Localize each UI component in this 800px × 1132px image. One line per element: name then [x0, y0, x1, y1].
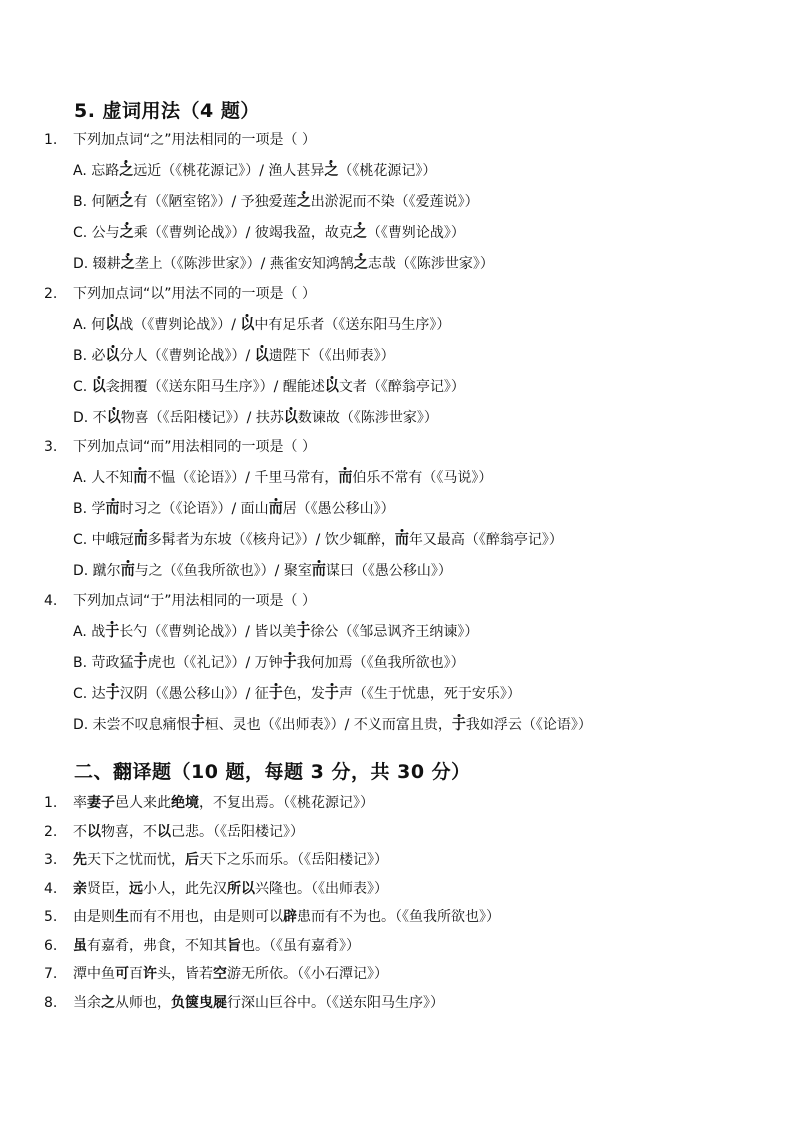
dotted-word: 于	[105, 624, 120, 640]
item-number: 6.	[44, 938, 58, 954]
option-2b: B. 必以分人（《曹刿论战》）/ 以遗陛下（《出师表》）	[73, 348, 395, 364]
dotted-word: 而	[105, 501, 120, 517]
text-segment: 邑人来此	[115, 795, 171, 811]
text-segment: 也。（《虽有嘉肴》）	[241, 938, 360, 954]
option-1c: C. 公与之乘（《曹刿论战》）/ 彼竭我盈，故克之（《曹刿论战》）	[73, 225, 465, 241]
dotted-word: 于	[105, 686, 120, 702]
text-segment: 行深山巨谷中。（《送东阳马生序》）	[227, 995, 444, 1011]
dotted-word: 于	[133, 655, 148, 671]
question-stem: 下列加点词“于”用法相同的一项是（ ）	[73, 593, 316, 609]
key-word: 负箧曳屣	[171, 995, 227, 1011]
item-number: 8.	[44, 995, 58, 1011]
dotted-word: 于	[296, 624, 311, 640]
dotted-word: 而	[133, 532, 148, 548]
option-4d: D. 未尝不叹息痛恨于桓、灵也（《出师表》）/ 不义而富且贵，于我如浮云（《论语》）	[73, 717, 592, 733]
option-4c: C. 达于汉阴（《愚公移山》）/ 征于色，发于声（《生于忧患，死于安乐》）	[73, 686, 521, 702]
option-1a: A. 忘路之远近（《桃花源记》）/ 渔人甚异之（《桃花源记》）	[73, 163, 437, 179]
dotted-word: 之	[353, 256, 368, 272]
key-word: 辟	[283, 909, 297, 925]
key-word: 绝境	[171, 795, 199, 811]
dotted-word: 之	[352, 225, 367, 241]
text-segment: 物喜，不	[101, 824, 157, 840]
section-title-vocab: 5. 虚词用法（4 题）	[74, 100, 260, 122]
dotted-word: 以	[91, 379, 106, 395]
dotted-word: 于	[268, 686, 283, 702]
option-2c: C. 以衾拥覆（《送东阳马生序》）/ 醒能述以文者（《醉翁亭记》）	[73, 379, 465, 395]
key-word: 空	[213, 966, 227, 982]
text-segment: 从师也，	[115, 995, 171, 1011]
option-4a: A. 战于长勺（《曹刿论战》）/ 皆以美于徐公（《邹忌讽齐王纳谏》）	[73, 624, 479, 640]
item-text	[73, 907, 500, 927]
dotted-word: 以	[106, 410, 121, 426]
option-2d: D. 不以物喜（《岳阳楼记》）/ 扶苏以数谏故（《陈涉世家》）	[73, 410, 438, 426]
option-3c: C. 中峨冠而多髯者为东坡（《核舟记》）/ 饮少辄醉，而年又最高（《醉翁亭记》）	[73, 532, 563, 548]
option-2a: A. 何以战（《曹刿论战》）/ 以中有足乐者（《送东阳马生序》）	[73, 317, 451, 333]
key-word: 之	[101, 995, 115, 1011]
question-number: 4.	[44, 593, 58, 609]
dotted-word: 之	[119, 225, 134, 241]
item-number: 7.	[44, 966, 58, 982]
dotted-word: 而	[311, 563, 326, 579]
dotted-word: 之	[119, 163, 134, 179]
dotted-word: 以	[105, 317, 120, 333]
dotted-word: 而	[394, 532, 409, 548]
text-segment: 潭中鱼	[73, 966, 115, 982]
dotted-word: 而	[133, 470, 148, 486]
dotted-word: 于	[190, 717, 205, 733]
text-segment: 兴隆也。（《出师表》）	[255, 881, 388, 897]
item-text	[73, 850, 388, 870]
question-stem: 下列加点词“之”用法相同的一项是（ ）	[73, 132, 316, 148]
question-number: 3.	[44, 439, 58, 455]
item-text	[73, 822, 304, 842]
item-number: 1.	[44, 795, 58, 811]
key-word: 可	[115, 966, 129, 982]
item-number: 5.	[44, 909, 58, 925]
text-segment: 头，皆若	[157, 966, 213, 982]
text-segment: 而有不用也，由是则可以	[129, 909, 283, 925]
text-segment: 率	[73, 795, 87, 811]
item-text	[73, 936, 360, 956]
text-segment: ，不复出焉。（《桃花源记》）	[199, 795, 374, 811]
dotted-word: 而	[120, 563, 135, 579]
key-word: 生	[115, 909, 129, 925]
text-segment: 百	[129, 966, 143, 982]
text-segment: 己悲。（《岳阳楼记》）	[171, 824, 304, 840]
item-text	[73, 793, 374, 813]
key-word: 亲	[73, 881, 87, 897]
dotted-word: 以	[324, 379, 339, 395]
text-segment: 有嘉肴，弗食，不知其	[87, 938, 227, 954]
dotted-word: 之	[119, 194, 134, 210]
dotted-word: 以	[240, 317, 255, 333]
item-text	[73, 964, 388, 984]
text-segment: 游无所依。（《小石潭记》）	[227, 966, 388, 982]
item-text	[73, 993, 444, 1013]
text-segment: 不	[73, 824, 87, 840]
key-word: 妻子	[87, 795, 115, 811]
option-3b: B. 学而时习之（《论语》）/ 面山而居（《愚公移山》）	[73, 501, 395, 517]
key-word: 所以	[227, 881, 255, 897]
option-3d: D. 蹴尔而与之（《鱼我所欲也》）/ 聚室而谋曰（《愚公移山》）	[73, 563, 452, 579]
text-segment: 天下之忧而忧，	[87, 852, 185, 868]
dotted-word: 之	[120, 256, 135, 272]
text-segment: 当余	[73, 995, 101, 1011]
question-number: 2.	[44, 286, 58, 302]
text-segment: 小人，此先汉	[143, 881, 227, 897]
option-1b: B. 何陋之有（《陋室铭》）/ 予独爱莲之出淤泥而不染（《爱莲说》）	[73, 194, 479, 210]
key-word: 以	[87, 824, 101, 840]
dotted-word: 而	[268, 501, 283, 517]
item-number: 3.	[44, 852, 58, 868]
item-number: 2.	[44, 824, 58, 840]
dotted-word: 以	[283, 410, 298, 426]
text-segment: 由是则	[73, 909, 115, 925]
option-1d: D. 辍耕之垄上（《陈涉世家》）/ 燕雀安知鸿鹄之志哉（《陈涉世家》）	[73, 256, 494, 272]
question-stem: 下列加点词“以”用法不同的一项是（ ）	[73, 286, 316, 302]
key-word: 虽	[73, 938, 87, 954]
dotted-word: 而	[338, 470, 353, 486]
option-4b: B. 苛政猛于虎也（《礼记》）/ 万钟于我何加焉（《鱼我所欲也》）	[73, 655, 465, 671]
dotted-word: 于	[282, 655, 297, 671]
question-stem: 下列加点词“而”用法相同的一项是（ ）	[73, 439, 316, 455]
item-text	[73, 879, 388, 899]
key-word: 先	[73, 852, 87, 868]
dotted-word: 于	[451, 717, 466, 733]
key-word: 许	[143, 966, 157, 982]
dotted-word: 于	[324, 686, 339, 702]
key-word: 远	[129, 881, 143, 897]
key-word: 后	[185, 852, 199, 868]
text-segment: 贤臣，	[87, 881, 129, 897]
question-number: 1.	[44, 132, 58, 148]
key-word: 旨	[227, 938, 241, 954]
text-segment: 天下之乐而乐。（《岳阳楼记》）	[199, 852, 388, 868]
dotted-word: 以	[254, 348, 269, 364]
option-3a: A. 人不知而不愠（《论语》）/ 千里马常有，而伯乐不常有（《马说》）	[73, 470, 493, 486]
key-word: 以	[157, 824, 171, 840]
item-number: 4.	[44, 881, 58, 897]
dotted-word: 之	[296, 194, 311, 210]
dotted-word: 之	[324, 163, 339, 179]
dotted-word: 以	[105, 348, 120, 364]
section-title-translation: 二、翻译题（10 题，每题 3 分，共 30 分）	[74, 761, 471, 783]
text-segment: 患而有不为也。（《鱼我所欲也》）	[297, 909, 500, 925]
